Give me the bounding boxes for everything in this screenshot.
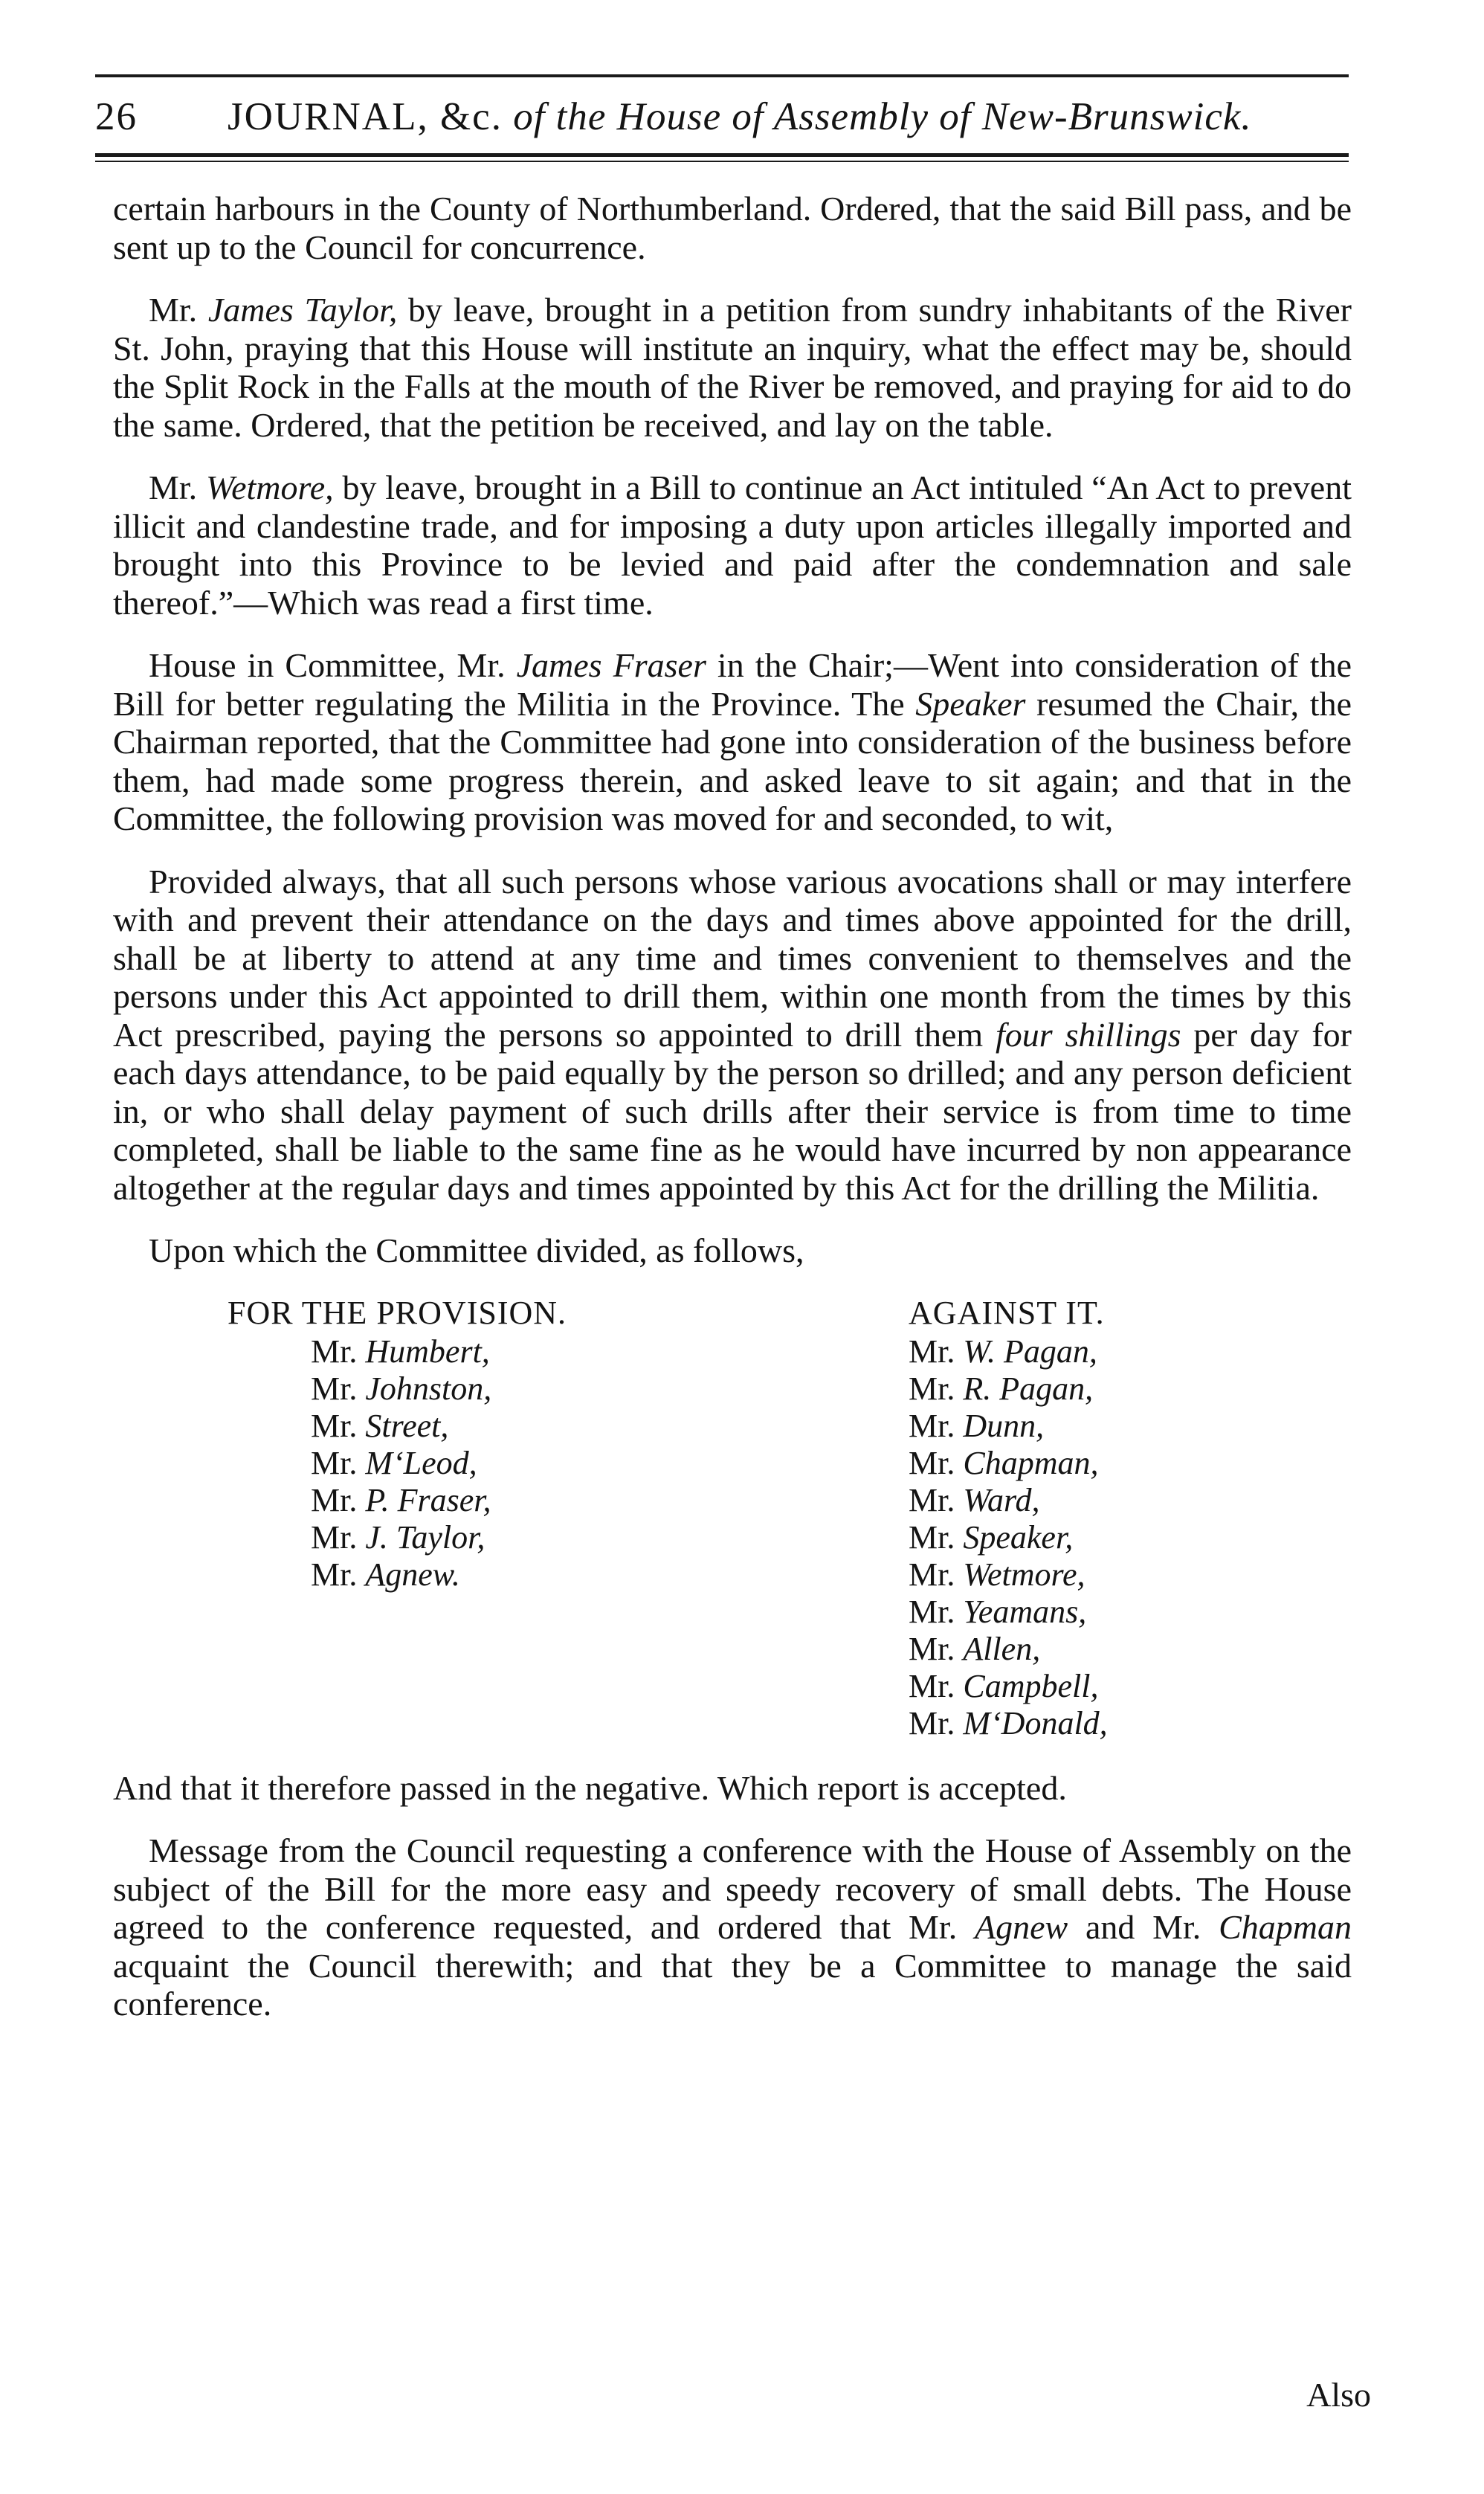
text: Message from the Council requesting a conference with the House of Assembly on the subject of the Bill for the more easy and speedy recovery of small debts. The House agreed to the conference requested, and ordered that Mr.: [113, 1831, 1352, 1946]
division-member: [909, 1519, 1355, 1556]
header-rule-bottom-thin: [95, 161, 1349, 162]
speaker-italic: Speaker: [915, 684, 1026, 723]
member-prefix: Mr.: [311, 1407, 366, 1444]
division-against-names: [909, 1333, 1355, 1742]
member-prefix: Mr.: [909, 1556, 964, 1593]
division-for-column: [228, 1295, 644, 1594]
division-member: [311, 1408, 644, 1445]
text: resumed the Chair, the Chairman reported, that the Committee had gone into consideration of the business before them, had made some progress therein, and asked leave to sit again; and that in the Committee, the following provision was moved for and seconded, to wit,: [113, 684, 1352, 837]
division-member: [311, 1556, 644, 1594]
member-name: James Taylor,: [207, 291, 398, 329]
amount-italic: four shillings: [996, 1015, 1181, 1054]
member-name: M‘Donald,: [963, 1704, 1108, 1741]
paragraph-bill-passed: certain harbours in the County of Northumberland. Ordered, that the said Bill pass, and be sent up to the Council for concurrence.: [113, 190, 1352, 266]
member-prefix: Mr.: [909, 1667, 964, 1704]
member-name: Agnew.: [365, 1556, 460, 1593]
division-member: [909, 1631, 1355, 1668]
member-name: Allen,: [963, 1630, 1041, 1667]
running-title: [228, 83, 1252, 150]
paragraph-division-intro: Upon which the Committee divided, as follows,: [149, 1231, 804, 1269]
division-list: [113, 1295, 1352, 1748]
division-member: [909, 1556, 1355, 1594]
division-member: [909, 1705, 1355, 1742]
member-name: Humbert,: [365, 1333, 490, 1370]
paragraph-negative: And that it therefore passed in the negative. Which report is accepted.: [113, 1768, 1067, 1807]
paragraph-taylor-petition: [113, 291, 1352, 444]
division-member: [909, 1594, 1355, 1631]
division-against-column: [909, 1295, 1355, 1742]
division-member: [909, 1370, 1355, 1408]
member-name: Johnston,: [365, 1370, 492, 1407]
member-name: Ward,: [963, 1481, 1040, 1518]
member-name: Wetmore,: [963, 1556, 1085, 1593]
division-member: [311, 1370, 644, 1408]
paragraph-provision: [113, 863, 1352, 1208]
text: acquaint the Council therewith; and that they be a Committee to manage the said conference.: [113, 1946, 1352, 2023]
paragraph-committee-militia: [113, 646, 1352, 838]
division-member: [311, 1333, 644, 1370]
text: Mr.: [149, 291, 208, 329]
division-for-names: [228, 1333, 644, 1594]
division-member: [909, 1482, 1355, 1519]
member-prefix: Mr.: [909, 1518, 964, 1556]
member-prefix: Mr.: [909, 1444, 964, 1481]
header-rule-top: [95, 74, 1349, 77]
text: Provided always, that all such persons whose various avocations shall or may interfere with and prevent their attendance on the days and times above appointed for the drill, shall be at liberty to attend at any time and times convenient to themselves and the persons under this Act appointed to drill them, within one month from the times by this Act prescribed, paying the persons so appointed to drill them: [113, 862, 1352, 1054]
text: and Mr.: [1068, 1908, 1219, 1946]
member-prefix: Mr.: [909, 1370, 964, 1407]
member-name: W. Pagan,: [963, 1333, 1097, 1370]
text: by leave, brought in a petition from sundry inhabitants of the River St. John, praying that this House will institute an inquiry, what the effect may be, should the Split Rock in the Falls at the mouth of the River be removed, and praying for aid to do the same. Ordered, that the petition be received, and lay on the table.: [113, 291, 1352, 444]
member-name: M‘Leod,: [365, 1444, 477, 1481]
division-member: [909, 1333, 1355, 1370]
member-prefix: Mr.: [909, 1407, 964, 1444]
text: Mr.: [149, 468, 207, 506]
member-name: Wetmore,: [206, 468, 334, 506]
member-prefix: Mr.: [311, 1556, 366, 1593]
division-against-heading: AGAINST IT.: [909, 1294, 1105, 1331]
member-name: Street,: [365, 1407, 449, 1444]
header-rule-bottom: [95, 153, 1349, 157]
division-member: [909, 1668, 1355, 1705]
member-name: Dunn,: [963, 1407, 1045, 1444]
text: by leave, brought in a Bill to continue an Act intituled “An Act to prevent illicit and clandestine trade, and for imposing a duty upon articles illegally imported and brought into this Province to be levied and paid after the condemnation and sale thereof.”—Which was read a first time.: [113, 468, 1352, 622]
running-head: [95, 83, 1349, 150]
member-name: J. Taylor,: [365, 1518, 485, 1556]
division-member: [311, 1519, 644, 1556]
division-member: [311, 1445, 644, 1482]
member-name: R. Pagan,: [963, 1370, 1094, 1407]
member-prefix: Mr.: [311, 1481, 366, 1518]
text: per day for each days attendance, to be paid equally by the person so drilled; and any person deficient in, or who shall delay payment of such drills after their service is from time to time completed, shall be liable to the same fine as he would have incurred by non appearance altogether at the regular days and times appointed by this Act for the drilling the Militia.: [113, 1015, 1352, 1207]
member-name: James Fraser: [516, 646, 706, 684]
member-name: Yeamans,: [963, 1593, 1087, 1630]
text: in the Chair;—Went into consideration of the Bill for better regulating the Militia in the Province. The: [113, 646, 1352, 723]
member-prefix: Mr.: [311, 1518, 366, 1556]
member-prefix: Mr.: [909, 1333, 964, 1370]
journal-body: [113, 190, 1352, 2048]
catchword: Also: [1306, 2376, 1371, 2414]
page-number: 26: [95, 95, 138, 138]
running-title-italic: of the House of Assembly of New-Brunswick.: [502, 95, 1252, 138]
member-name: P. Fraser,: [365, 1481, 491, 1518]
member-name: Speaker,: [963, 1518, 1074, 1556]
member-name: Chapman,: [963, 1444, 1099, 1481]
member-prefix: Mr.: [909, 1481, 964, 1518]
member-name: Campbell,: [963, 1667, 1099, 1704]
text: House in Committee, Mr.: [149, 646, 517, 684]
division-member: [311, 1482, 644, 1519]
paragraph-wetmore-bill: [113, 468, 1352, 622]
member-prefix: Mr.: [909, 1593, 964, 1630]
division-member: [909, 1445, 1355, 1482]
running-title-main: JOURNAL, &c.: [228, 95, 503, 138]
member-prefix: Mr.: [311, 1444, 366, 1481]
member-name: Agnew: [974, 1908, 1068, 1946]
division-member: [909, 1408, 1355, 1445]
member-prefix: Mr.: [311, 1333, 366, 1370]
member-prefix: Mr.: [909, 1704, 964, 1741]
member-name: Chapman: [1219, 1908, 1352, 1946]
member-prefix: Mr.: [311, 1370, 366, 1407]
member-prefix: Mr.: [909, 1630, 964, 1667]
division-for-heading: FOR THE PROVISION.: [228, 1294, 567, 1331]
paragraph-council-message: [113, 1831, 1352, 2023]
